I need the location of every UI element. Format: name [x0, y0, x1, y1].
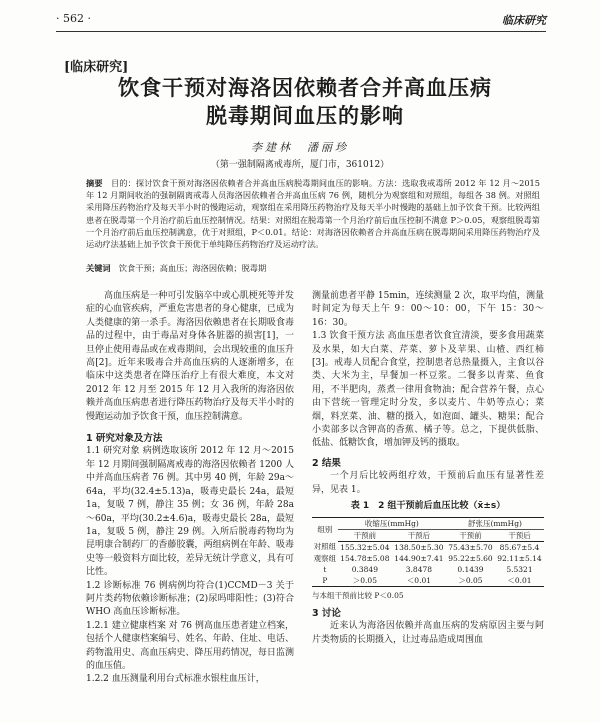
table-cell: ＜0.01 — [392, 575, 446, 587]
section-heading-discussion: 3 讨论 — [312, 607, 341, 619]
table-subhead: 干预后 — [495, 529, 544, 541]
article-title-line1: 饮食干预对海洛因依赖者合并高血压病 — [118, 75, 492, 100]
table-cell: 92.11±5.14 — [497, 553, 542, 563]
table-caption: 表 1 2 组干预前后血压比较（x̄±s） — [350, 501, 506, 512]
table-head-group: 组别 — [312, 517, 338, 541]
keywords-label: 关键词 — [86, 263, 111, 273]
paragraph-cont: 测量前患者平静 15min，连续测量 2 次，取平均值，测量时间定为每天上午 9：00～10：00，下午 15：30～16：30。 — [312, 291, 544, 328]
table-cell: 对照组 — [313, 542, 337, 552]
intro-paragraph: 高血压病是一种可引发脑卒中或心肌梗死等并发症的心血管疾病，严重危害患者的身心健康，已成为人类健康的第一杀手。海洛因依赖患者在长期吸食毒品的过程中，由于毒品对身体各脏器的损害[1]，一旦停止使用毒品或在戒毒期间，会出现较重的血压升高[2]。近年来吸毒合并高血压病的人逐渐增多，在临床中这类患者在降压治疗上有很大难度，本文对 2012 年 12 月至 2015 年 12 月入我所的海洛因依赖并高血压病患者进行降压药物治疗及每天半小时的慢跑运动加予饮食干预，血压控制满意。 — [86, 291, 294, 422]
table-head-dbp: 舒张压(mmHg) — [446, 517, 544, 529]
table-cell: 75.43±5.70 — [448, 542, 493, 552]
abstract-text: 目的：探讨饮食干预对海洛因依赖者合并高血压病脱毒期间血压的影响。方法：选取我戒毒所 2012 年 12 月～2015 年 12 月期间收治的强制隔离戒毒人员海洛因依赖者合并高血压病 76 例，随机分为观察组和对照组，每组各 38 例。对照组采用降压药物治疗及每天半小时的慢跑运动，观察组在采用降压药物治疗及每天半小时慢跑的基础上加予饮食干预。比较两组患者在脱毒第一个月治疗前后血压控制情况。结果：对照组在脱毒第一个月治疗前后血压控制不满意 P＞0.05，观察组脱毒第一个月治疗前后血压控制满意，优于对照组，P＜0.01。结论：对海洛因依赖者合并高血压病在脱毒期间采用降压药物治疗及运动疗法基础上加予饮食干预优于单纯降压药物治疗及运动疗法。 — [86, 178, 540, 250]
table-cell: ＜0.01 — [495, 575, 544, 587]
table-cell: 85.67±5.4 — [499, 542, 540, 552]
table-cell: t — [323, 564, 327, 574]
table-note: 与本组干预前比较 P＜0.05 — [312, 590, 404, 600]
table-cell: 0.1439 — [457, 564, 484, 574]
table-subhead: 干预前 — [338, 529, 392, 541]
article-title-line2: 脱毒期间血压的影响 — [206, 103, 404, 128]
section-tag: [临床研究] — [64, 60, 129, 75]
page-number: · 562 · — [56, 12, 91, 25]
keywords — [86, 262, 540, 274]
table-cell: 3.8478 — [405, 564, 433, 574]
left-column — [86, 290, 294, 687]
paragraph-results: 一个月后比较两组疗效，干预前后血压有显著性差异，见表 1。 — [312, 471, 544, 495]
table-cell: 154.78±5.08 — [340, 553, 390, 563]
table-cell: 95.22±5.60 — [448, 553, 493, 563]
table-cell: ＞0.05 — [446, 575, 495, 587]
table-row — [312, 553, 544, 564]
table-cell: 144.90±7.41 — [394, 553, 444, 563]
results-table — [312, 517, 544, 587]
abstract — [86, 177, 540, 250]
paragraph-1-3: 1.3 饮食干预方法 高血压患者饮食宜清淡，要多食用蔬菜及水果，如大白菜、芹菜、萝卜及苹果、山楂、西红柿[3]。戒毒人员配合食堂，控制患者总热量摄入，主食以谷类、大米为主，早餐加一杯豆浆。二餐多以青菜、鱼食用，不半肥肉，蒸煮一律用食物油；配合营养午餐，点心由下营统一管理定时分发，多以麦片、牛奶等点心；菜烟，料烹菜、油、糖的摄入，如泡面、罐头、糖果；配合小卖部多以含钾高的香蕉、橘子等。总之，下提供低脂、低盐、低糖饮食，增加钾及钙的摄取。 — [312, 331, 544, 449]
journal-column-title: 临床研究 — [502, 14, 546, 27]
table-subhead: 干预后 — [392, 529, 446, 541]
header-rule — [56, 31, 546, 32]
keywords-text: 饮食干预；高血压；海洛因依赖；脱毒期 — [118, 263, 267, 273]
authors: 李建林 潘丽珍 — [251, 141, 349, 154]
section-heading-results: 2 结果 — [312, 457, 341, 469]
table-cell: 155.32±5.04 — [340, 542, 390, 552]
table-subhead: 干预前 — [446, 529, 495, 541]
table-head-sbp: 收缩压(mmHg) — [338, 517, 446, 529]
paragraph-1-1: 1.1 研究对象 病例选取该所 2012 年 12 月～2015 年 12 月期间强制隔离戒毒的海洛因依赖者 1200 人中并高血压病者 76 例。其中男 40 例，年龄 29a～64a，平均(32.4±5.13)a，吸毒史最长 24a，最短 1a，复吸 7 例，静注 35 例；女 36 例，年龄 28a～60a，平均(30.2±4.6)a，吸毒史最长 28a，最短 1a，复吸 5 例，静注 29 例。入所后脱毒药物均为昆明康合制药厂的香藤胶囊，两组病例在年龄、吸毒史等一般资料方面比较，差异无统计学意义，具有可比性。 — [86, 446, 294, 578]
table-cell: ＞0.05 — [338, 575, 392, 587]
affiliation: （第一强制隔离戒毒所，厦门市，361012） — [210, 160, 390, 170]
table-cell: P — [312, 575, 338, 587]
right-column — [312, 290, 544, 647]
table-cell: 观察组 — [313, 553, 337, 563]
paragraph-1-2-1: 1.2.1 建立健康档案 对 76 例高血压患者建立档案，包括个人健康档案编号、姓名、年龄、住址、电话、药物滥用史、高血压病史、降压用药情况，每日监测的血压值。 — [86, 620, 294, 671]
table-cell: 0.3849 — [351, 564, 378, 574]
table-row — [312, 575, 544, 587]
table-row — [312, 564, 544, 575]
section-heading-methods: 1 研究对象及方法 — [86, 433, 163, 445]
paragraph-1-2-2: 1.2.2 血压测量利用台式标准水银柱血压计， — [86, 674, 265, 685]
table-row — [312, 541, 544, 553]
paragraph-discussion: 近来认为海洛因依赖并高血压病的发病原因主要与阿片类物质的长期摄入，让过毒品造成周围血 — [312, 621, 544, 645]
table-cell: 138.50±5.30 — [394, 542, 444, 552]
table-cell: 5.5321 — [506, 564, 533, 574]
paragraph-1-2: 1.2 诊断标准 76 例病例均符合(1)CCMD－3 关于阿片类药物依赖诊断标准；(2)尿吗啡阳性；(3)符合 WHO 高血压诊断标准。 — [86, 580, 294, 618]
abstract-label: 摘要 — [86, 178, 103, 188]
